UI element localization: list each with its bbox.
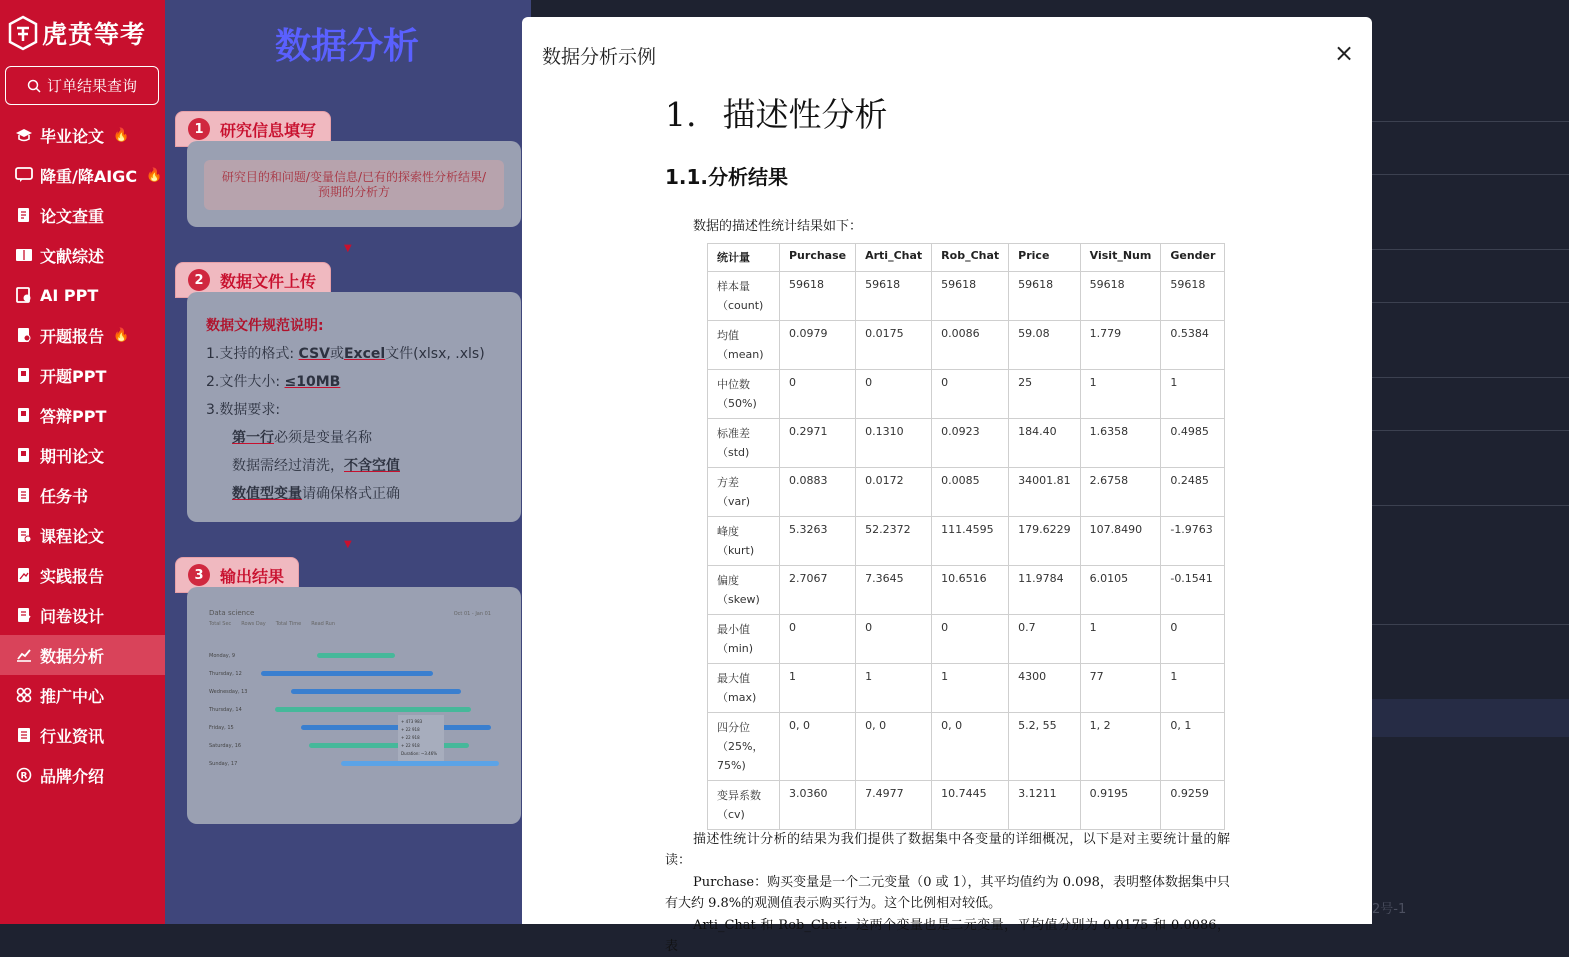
sidebar-item-label: 任务书 — [40, 486, 89, 506]
table-row — [708, 713, 1225, 781]
preview-bar — [309, 743, 469, 748]
table-row-label — [708, 615, 780, 664]
table-cell: 25 — [1009, 370, 1081, 419]
doc-heading-2: 1.1.分析结果 — [665, 165, 789, 189]
ai-ppt-icon — [15, 287, 33, 303]
table-header: Visit_Num — [1080, 244, 1161, 272]
preview-row — [209, 671, 509, 677]
divider — [1372, 174, 1569, 175]
table-cell: 10.7445 — [932, 781, 1009, 830]
example-modal — [522, 17, 1372, 954]
table-cell: 34001.81 — [1009, 468, 1081, 517]
table-row — [708, 664, 1225, 713]
table-cell: 1 — [1080, 370, 1161, 419]
doc-intro: 数据的描述性统计结果如下： — [693, 219, 863, 234]
step-number: 2 — [188, 269, 210, 291]
sidebar-item-label: 课程论文 — [40, 526, 105, 546]
table-cell: 1 — [932, 664, 1009, 713]
file-spec-req-3 — [206, 480, 485, 508]
table-header: Purchase — [780, 244, 856, 272]
spec-highlight: ≤10MB — [284, 374, 341, 390]
table-cell: 0.0883 — [780, 468, 856, 517]
table-row-label — [708, 566, 780, 615]
stat-code: （50%) — [717, 397, 757, 410]
stat-code: （cv) — [717, 808, 745, 821]
sidebar-item-label: 期刊论文 — [40, 446, 105, 466]
research-info-input[interactable]: 研究目的和问题/变量信息/已有的探索性分析结果/预期的分析方 — [204, 160, 504, 210]
journal-icon — [15, 447, 33, 463]
preview-tooltip — [398, 715, 444, 761]
preview-bar — [341, 761, 499, 766]
stat-name: 最大值 — [717, 672, 750, 685]
close-icon[interactable]: × — [1334, 39, 1355, 67]
survey-icon — [15, 607, 33, 623]
preview-legend — [209, 621, 335, 627]
table-cell: 0 — [932, 615, 1009, 664]
table-cell: 11.9784 — [1009, 566, 1081, 615]
stat-name: 方差 — [717, 476, 739, 489]
divider — [1372, 505, 1569, 506]
spec-text: 必须是变量名称 — [274, 430, 372, 446]
registered-icon — [15, 767, 33, 783]
sidebar — [0, 0, 165, 924]
table-cell: 1.6358 — [1080, 419, 1161, 468]
hot-flame-icon: 🔥 — [146, 167, 163, 183]
table-cell: 1, 2 — [1080, 713, 1161, 781]
stat-name: 均值 — [717, 329, 739, 342]
table-row — [708, 517, 1225, 566]
file-spec-req-1 — [206, 424, 485, 452]
preview-bar — [275, 707, 471, 712]
tooltip-line: + 22 918 — [401, 727, 420, 732]
step-number: 1 — [188, 118, 210, 140]
table-cell: 59618 — [856, 272, 932, 321]
book-icon — [15, 247, 33, 263]
table-cell: 6.0105 — [1080, 566, 1161, 615]
divider — [1372, 624, 1569, 625]
preview-title: Data science — [209, 609, 255, 617]
sidebar-item-label: 推广中心 — [40, 686, 105, 706]
preview-bar — [261, 671, 433, 676]
table-cell: 1 — [856, 664, 932, 713]
sidebar-item-data-analysis[interactable] — [0, 635, 165, 675]
table-cell: 0.7 — [1009, 615, 1081, 664]
graduation-cap-icon — [15, 127, 33, 143]
preview-row — [209, 689, 509, 695]
table-cell: 0.2971 — [780, 419, 856, 468]
table-cell: 52.2372 — [856, 517, 932, 566]
stat-code: （mean) — [717, 348, 764, 361]
stat-name: 标准差 — [717, 427, 750, 440]
table-cell: 10.6516 — [932, 566, 1009, 615]
table-cell: 0, 0 — [932, 713, 1009, 781]
task-icon — [15, 487, 33, 503]
svg-text:R: R — [20, 771, 28, 782]
table-cell: 2.6758 — [1080, 468, 1161, 517]
table-cell: 0 — [780, 370, 856, 419]
table-cell: 0.0086 — [932, 321, 1009, 370]
spec-text: 或 — [329, 346, 344, 362]
table-row-label — [708, 272, 780, 321]
stat-code: （var) — [717, 495, 751, 508]
sidebar-item-thesis[interactable] — [0, 115, 165, 155]
sidebar-item-label: 行业资讯 — [40, 726, 105, 746]
descriptive-stats-table — [707, 243, 1225, 830]
preview-row-label: Saturday, 16 — [209, 743, 242, 749]
table-row — [708, 272, 1225, 321]
preview-bar — [291, 689, 461, 694]
sidebar-item-brand-intro[interactable] — [0, 755, 165, 795]
stat-name: 中位数 — [717, 378, 750, 391]
sidebar-item-label: 品牌介绍 — [40, 766, 105, 786]
step-label: 数据文件上传 — [220, 271, 317, 291]
sidebar-nav — [0, 115, 165, 795]
table-cell: 0.5384 — [1161, 321, 1225, 370]
table-cell: 7.3645 — [856, 566, 932, 615]
table-cell: 59618 — [932, 272, 1009, 321]
table-cell: 0.0979 — [780, 321, 856, 370]
table-cell: 1 — [1161, 370, 1225, 419]
table-cell: 5.3263 — [780, 517, 856, 566]
table-cell: 179.6229 — [1009, 517, 1081, 566]
preview-row — [209, 725, 509, 731]
table-cell: 0.9259 — [1161, 781, 1225, 830]
sidebar-item-rewrite[interactable] — [0, 155, 165, 195]
spec-text: 2.文件大小: — [206, 374, 285, 390]
file-spec-requirements: 3.数据要求: — [206, 402, 281, 418]
table-cell: 0 — [1161, 615, 1225, 664]
table-header: Arti_Chat — [856, 244, 932, 272]
sidebar-item-course-paper[interactable] — [0, 515, 165, 555]
table-header-row — [708, 244, 1225, 272]
modal-title: 数据分析示例 — [542, 46, 657, 68]
preview-date: Oct 01 - Jan 01 — [453, 611, 491, 617]
table-cell: 0.1310 — [856, 419, 932, 468]
spec-highlight: CSV — [298, 346, 330, 362]
spec-highlight: 不含空值 — [344, 458, 400, 474]
heading-text: 描述性分析 — [722, 95, 888, 134]
preview-row-label: Sunday, 17 — [209, 761, 238, 767]
highlight-row — [1372, 699, 1569, 737]
divider — [1372, 121, 1569, 122]
grid-icon — [15, 687, 33, 703]
table-row — [708, 321, 1225, 370]
chart-icon — [15, 647, 33, 663]
table-cell: 0.2485 — [1161, 468, 1225, 517]
stat-code: （max) — [717, 691, 757, 704]
stat-code: （count) — [717, 299, 764, 312]
table-cell: 59618 — [780, 272, 856, 321]
page-title: 数据分析 — [275, 26, 420, 67]
sidebar-item-proposal-ppt[interactable] — [0, 355, 165, 395]
table-cell: 0, 0 — [780, 713, 856, 781]
sidebar-item-task-book[interactable] — [0, 475, 165, 515]
sidebar-item-defense-ppt[interactable] — [0, 395, 165, 435]
table-cell: 111.4595 — [932, 517, 1009, 566]
spec-highlight: 数值型变量 — [232, 486, 302, 502]
sidebar-item-practice-report[interactable] — [0, 555, 165, 595]
preview-row-label: Wednesday, 13 — [209, 689, 248, 695]
table-cell: 0, 1 — [1161, 713, 1225, 781]
doc-paragraph: Arti_Chat 和 Rob_Chat：这两个变量也是二元变量，平均值分别为 0.0175 和 0.0086，表 — [665, 918, 1230, 954]
table-row-label — [708, 468, 780, 517]
table-header: Price — [1009, 244, 1081, 272]
preview-row-label: Friday, 15 — [209, 725, 234, 731]
table-cell: 1.779 — [1080, 321, 1161, 370]
doc-paragraph: Purchase：购买变量是一个二元变量（0 或 1），其平均值约为 0.098，表明整体数据集中只有大约 9.8%的观测值表示购买行为。这个比例相对较低。 — [665, 875, 1230, 911]
file-spec — [206, 312, 485, 508]
divider — [1372, 377, 1569, 378]
doc-check-icon — [15, 207, 33, 223]
sidebar-item-industry-news[interactable] — [0, 715, 165, 755]
preview-bar — [317, 653, 395, 658]
step-card-research-info — [187, 141, 521, 227]
stat-code: （min) — [717, 642, 754, 655]
report-icon — [15, 327, 33, 343]
step-card-file-upload[interactable] — [187, 292, 521, 522]
table-row-label — [708, 517, 780, 566]
right-panel — [1372, 0, 1569, 924]
spec-highlight: Excel — [343, 346, 386, 362]
table-cell: -0.1541 — [1161, 566, 1225, 615]
sidebar-item-label: 开题PPT — [40, 366, 107, 386]
table-cell: 0.0175 — [856, 321, 932, 370]
brand-logo[interactable] — [8, 12, 146, 54]
sidebar-item-literature-review[interactable] — [0, 235, 165, 275]
table-row — [708, 615, 1225, 664]
stat-code: （skew) — [717, 593, 760, 606]
table-cell: 1 — [780, 664, 856, 713]
sidebar-item-label: AI PPT — [40, 285, 99, 305]
sidebar-item-label: 文献综述 — [40, 246, 105, 266]
table-row — [708, 468, 1225, 517]
chat-icon — [15, 167, 33, 183]
preview-row — [209, 653, 509, 659]
hot-flame-icon: 🔥 — [113, 127, 130, 143]
hot-flame-icon: 🔥 — [113, 327, 130, 343]
tooltip-line: + 473 983 — [401, 719, 423, 724]
table-row-label — [708, 664, 780, 713]
table-cell: 0 — [780, 615, 856, 664]
ppt-icon — [15, 367, 33, 383]
divider — [1372, 430, 1569, 431]
sidebar-item-label: 答辩PPT — [40, 406, 107, 426]
preview-row — [209, 743, 509, 749]
stat-code: （25%，75%) — [717, 740, 764, 772]
table-row — [708, 419, 1225, 468]
sidebar-item-label: 降重/降AIGC — [40, 166, 138, 186]
table-row-label — [708, 713, 780, 781]
table-cell: 0.4985 — [1161, 419, 1225, 468]
file-spec-req-2 — [206, 452, 485, 480]
file-spec-title: 数据文件规范说明: — [206, 318, 324, 334]
modal-backdrop[interactable] — [531, 0, 1372, 17]
sidebar-item-journal-paper[interactable] — [0, 435, 165, 475]
preview-legend-item: Rows Day — [241, 621, 266, 627]
sidebar-item-ai-ppt[interactable] — [0, 275, 165, 315]
stat-name: 样本量 — [717, 280, 750, 293]
table-cell: 1 — [1080, 615, 1161, 664]
divider — [1372, 302, 1569, 303]
stat-name: 四分位 — [717, 721, 750, 734]
arrow-down-icon: ▼ — [344, 539, 352, 550]
table-cell: 0.0085 — [932, 468, 1009, 517]
stat-name: 最小值 — [717, 623, 750, 636]
sidebar-item-label: 开题报告 — [40, 326, 105, 346]
ppt-icon — [15, 407, 33, 423]
table-header: 统计量 — [708, 244, 780, 272]
footer-text: 2号-1 — [1372, 902, 1407, 917]
sidebar-item-plagiarism-check[interactable] — [0, 195, 165, 235]
order-search-button[interactable] — [5, 66, 159, 105]
table-cell: 0 — [932, 370, 1009, 419]
table-cell: 77 — [1080, 664, 1161, 713]
tooltip-line: Duration: ~3.46% — [401, 751, 438, 756]
arrow-down-icon: ▼ — [344, 243, 352, 254]
practice-icon — [15, 567, 33, 583]
step-number: 3 — [188, 564, 210, 586]
spec-highlight: 第一行 — [232, 430, 274, 446]
preview-legend-item: Total Time — [275, 621, 302, 627]
sidebar-item-label: 问卷设计 — [40, 606, 105, 626]
brand-name: 虎贲等考 — [42, 20, 147, 49]
preview-row — [209, 707, 509, 713]
preview-bar — [301, 725, 491, 730]
file-spec-format — [206, 340, 485, 368]
file-spec-size — [206, 368, 485, 396]
table-row — [708, 781, 1225, 830]
main-content — [165, 0, 531, 924]
table-cell: 3.1211 — [1009, 781, 1081, 830]
divider — [1372, 249, 1569, 250]
news-icon — [15, 727, 33, 743]
table-cell: 0.0172 — [856, 468, 932, 517]
preview-legend-item: Read Run — [311, 621, 335, 627]
table-row — [708, 566, 1225, 615]
table-cell: 0 — [856, 370, 932, 419]
table-cell: 59618 — [1080, 272, 1161, 321]
table-cell: 59618 — [1161, 272, 1225, 321]
table-cell: 3.0360 — [780, 781, 856, 830]
step-label: 输出结果 — [220, 566, 285, 586]
table-row-label — [708, 321, 780, 370]
table-cell: 4300 — [1009, 664, 1081, 713]
table-cell: 107.8490 — [1080, 517, 1161, 566]
table-cell: 184.40 — [1009, 419, 1081, 468]
sidebar-item-label: 毕业论文 — [40, 126, 105, 146]
table-cell: 0 — [856, 615, 932, 664]
stat-name: 变异系数 — [717, 789, 761, 802]
preview-row-label: Thursday, 14 — [209, 707, 242, 713]
doc-heading-1 — [665, 89, 888, 136]
order-search-label: 订单结果查询 — [46, 77, 137, 95]
sidebar-item-promotion-center[interactable] — [0, 675, 165, 715]
table-cell: 0, 0 — [856, 713, 932, 781]
preview-row-label: Thursday, 12 — [209, 671, 242, 677]
spec-text: 数据需经过清洗， — [232, 458, 344, 474]
table-cell: 7.4977 — [856, 781, 932, 830]
table-header: Gender — [1161, 244, 1225, 272]
sidebar-item-label: 实践报告 — [40, 566, 105, 586]
preview-legend-item: Total Sec — [209, 621, 232, 627]
table-cell: 2.7067 — [780, 566, 856, 615]
table-row-label — [708, 419, 780, 468]
sidebar-item-proposal-report[interactable] — [0, 315, 165, 355]
spec-text: 1.支持的格式: — [206, 346, 299, 362]
sidebar-item-label: 论文查重 — [40, 206, 105, 226]
table-cell: 1 — [1161, 664, 1225, 713]
tooltip-line: + 22 918 — [401, 735, 420, 740]
stat-name: 峰度 — [717, 525, 739, 538]
preview-row-label: Monday, 9 — [209, 653, 236, 659]
table-row — [708, 370, 1225, 419]
stat-code: （std) — [717, 446, 750, 459]
stat-code: （kurt) — [717, 544, 755, 557]
table-cell: 59618 — [1009, 272, 1081, 321]
table-cell: 5.2, 55 — [1009, 713, 1081, 781]
table-row-label — [708, 370, 780, 419]
sidebar-item-label: 数据分析 — [40, 646, 105, 666]
doc-paragraph: 描述性统计分析的结果为我们提供了数据集中各变量的详细概况，以下是对主要统计量的解读： — [665, 832, 1230, 868]
table-cell: -1.9763 — [1161, 517, 1225, 566]
table-cell: 59.08 — [1009, 321, 1081, 370]
spec-text: 文件(xlsx, .xls) — [385, 346, 485, 362]
step-label: 研究信息填写 — [220, 120, 317, 140]
table-cell: 0.0923 — [932, 419, 1009, 468]
table-cell: 0.9195 — [1080, 781, 1161, 830]
table-header: Rob_Chat — [932, 244, 1009, 272]
sidebar-item-survey-design[interactable] — [0, 595, 165, 635]
preview-row — [209, 761, 509, 767]
spec-text: 请确保格式正确 — [302, 486, 400, 502]
table-row-label — [708, 781, 780, 830]
step-card-output — [187, 587, 521, 824]
search-icon — [27, 79, 41, 93]
output-preview-image[interactable] — [203, 603, 503, 783]
logo-icon — [8, 15, 38, 51]
course-icon — [15, 527, 33, 543]
heading-number: 1. — [665, 95, 697, 134]
tooltip-line: + 22 918 — [401, 743, 420, 748]
table-body — [708, 272, 1225, 830]
stat-name: 偏度 — [717, 574, 739, 587]
